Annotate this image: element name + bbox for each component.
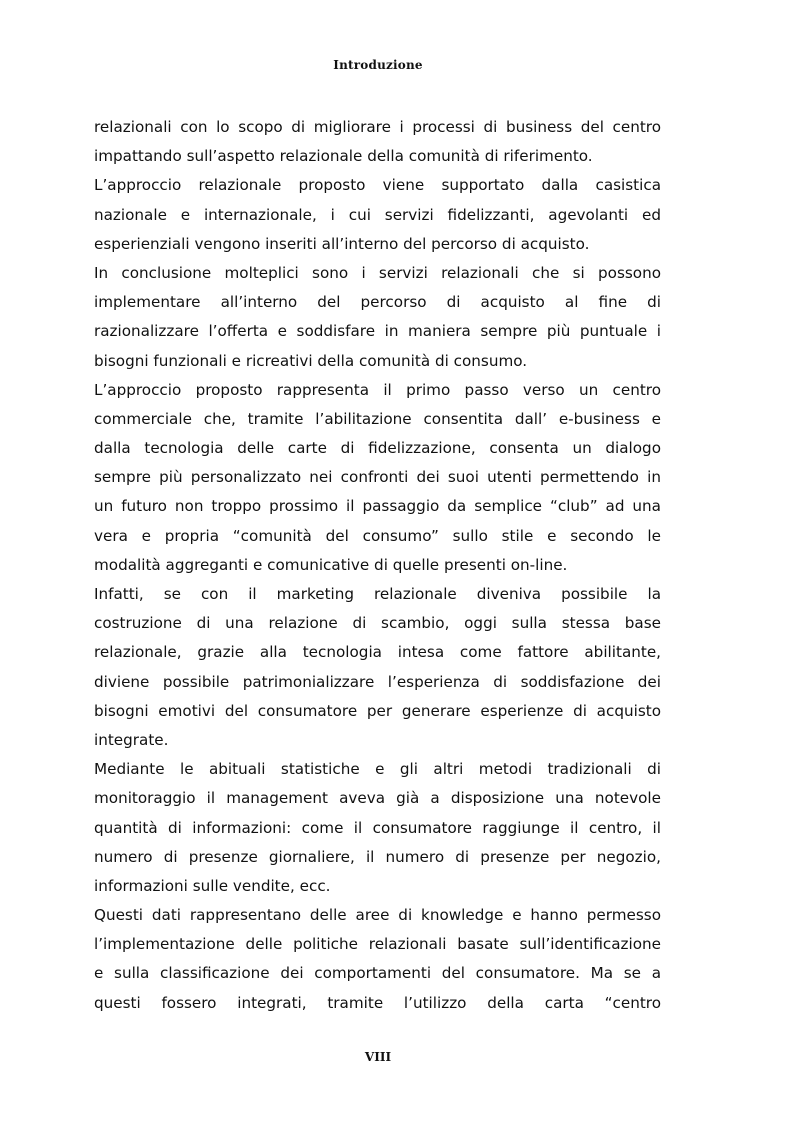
text-line: L’approccio proposto rappresenta il primo passo verso un centro — [94, 380, 661, 399]
text-line: modalità aggreganti e comunicative di quelle presenti on-line. — [94, 555, 568, 574]
text-line: l’implementazione delle politiche relazionali basate sull’identificazione — [94, 935, 661, 954]
text-line: razionalizzare l’offerta e soddisfare in maniera sempre più puntuale i — [94, 322, 661, 341]
text-line: commerciale che, tramite l’abilitazione consentita dall’ e-business e — [94, 409, 661, 428]
text-line: sempre più personalizzato nei confronti dei suoi utenti permettendo in — [94, 468, 661, 487]
text-line: costruzione di una relazione di scambio, oggi sulla stessa base — [94, 614, 661, 633]
text-line: un futuro non troppo prossimo il passaggio da semplice “club” ad una — [94, 497, 661, 516]
text-line: Questi dati rappresentano delle aree di knowledge e hanno permesso — [94, 906, 661, 925]
text-line: integrate. — [94, 730, 169, 749]
text-line: Infatti, se con il marketing relazionale diveniva possibile la — [94, 585, 661, 603]
text-line: Mediante le abituali statistiche e gli altri metodi tradizionali di — [94, 760, 661, 779]
text-line: In conclusione molteplici sono i servizi relazionali che si possono — [94, 263, 661, 282]
text-line: bisogni funzionali e ricreativi della comunità di consumo. — [94, 351, 528, 370]
text-line: e sulla classificazione dei comportamenti del consumatore. Ma se a — [94, 964, 661, 983]
text-line: implementare all’interno del percorso di acquisto al fine di — [94, 293, 661, 312]
text-line: L’approccio relazionale proposto viene supportato dalla casistica — [94, 176, 661, 195]
text-line: esperienziali vengono inseriti all’interno del percorso di acquisto. — [94, 234, 590, 253]
text-line: impattando sull’aspetto relazionale della comunità di riferimento. — [94, 147, 593, 166]
text-line: questi fossero integrati, tramite l’utilizzo della carta “centro — [94, 993, 661, 1012]
text-line: relazionali con lo scopo di migliorare i processi di business del centro — [94, 118, 661, 136]
text-line: bisogni emotivi del consumatore per generare esperienze di acquisto — [94, 701, 661, 720]
page-header-title: Introduzione — [333, 58, 423, 72]
text-line: dalla tecnologia delle carte di fidelizzazione, consenta un dialogo — [94, 439, 661, 458]
body-text — [94, 113, 661, 1018]
text-line: quantità di informazioni: come il consumatore raggiunge il centro, il — [94, 818, 661, 837]
text-line: monitoraggio il management aveva già a disposizione una notevole — [94, 789, 661, 808]
text-line: vera e propria “comunità del consumo” sullo stile e secondo le — [94, 526, 661, 545]
text-line: nazionale e internazionale, i cui servizi fidelizzanti, agevolanti ed — [94, 205, 661, 224]
page-number: VIII — [364, 1050, 392, 1064]
text-line: diviene possibile patrimonializzare l’esperienza di soddisfazione dei — [94, 672, 661, 691]
text-line: relazionale, grazie alla tecnologia intesa come fattore abilitante, — [94, 643, 661, 662]
text-line: informazioni sulle vendite, ecc. — [94, 876, 331, 895]
text-line: numero di presenze giornaliere, il numero di presenze per negozio, — [94, 847, 661, 866]
